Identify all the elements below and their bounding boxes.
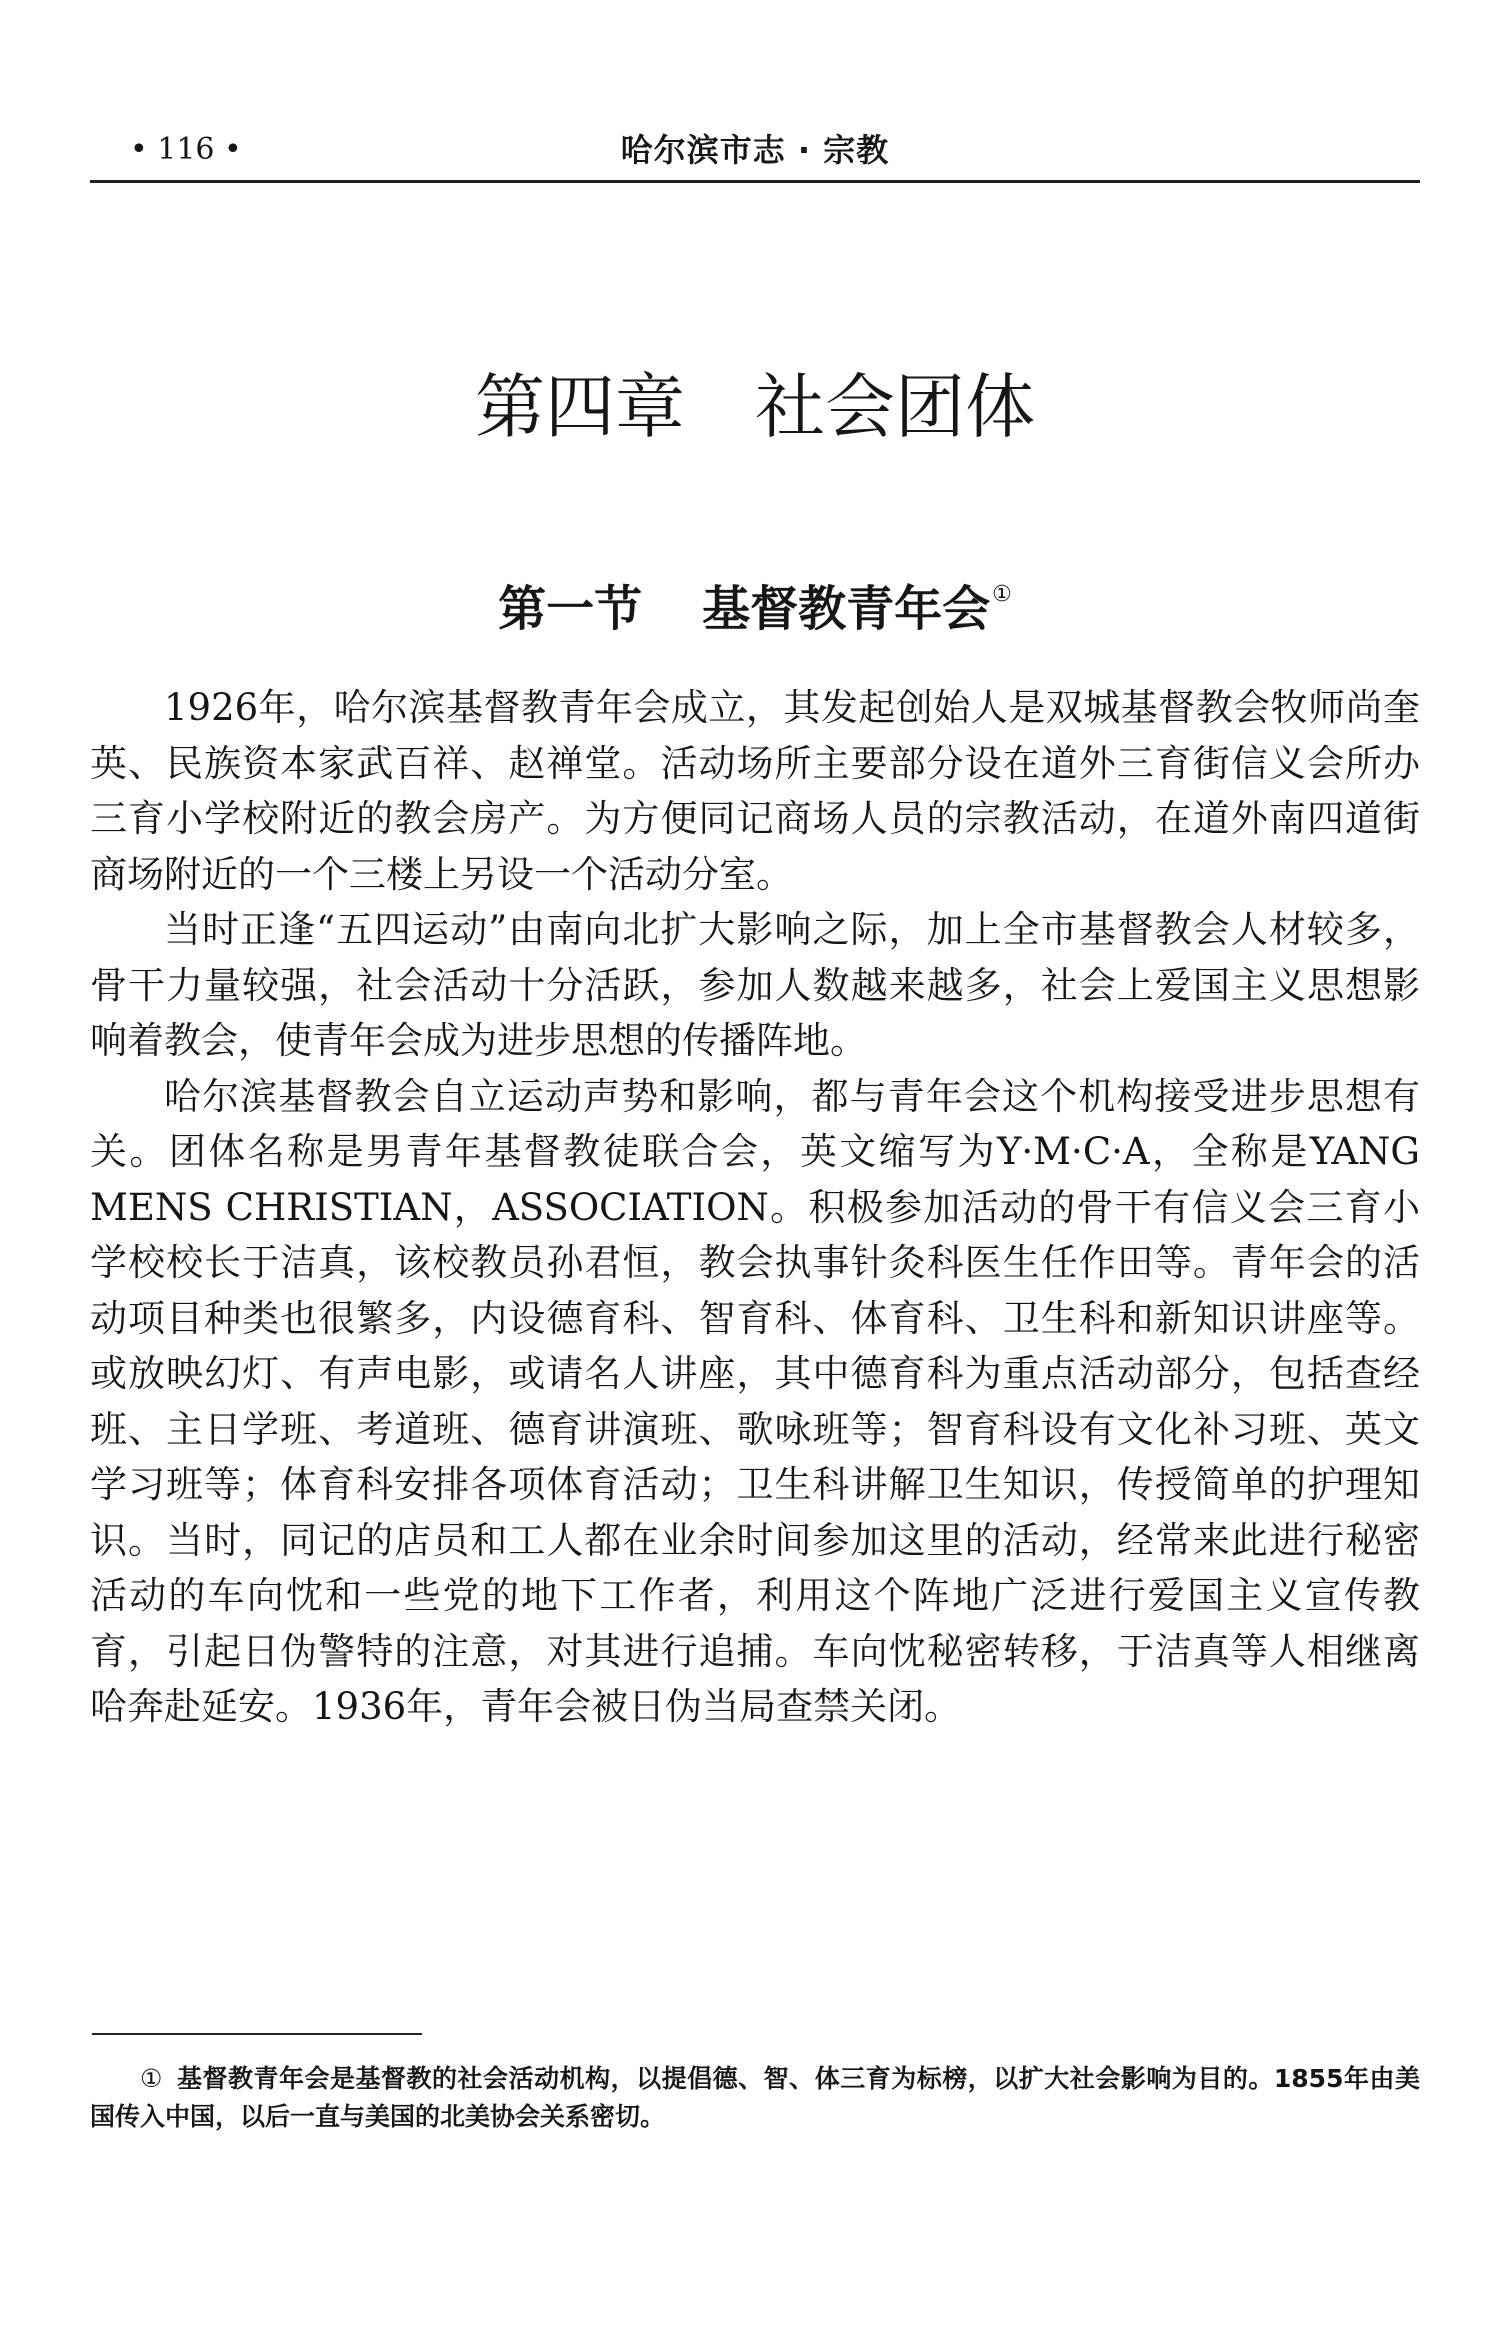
running-title: 哈尔滨市志 · 宗教 xyxy=(620,131,890,169)
body-text xyxy=(90,680,1420,1735)
chapter-title: 社会团体 xyxy=(755,366,1035,448)
paragraph: 1926年，哈尔滨基督教青年会成立，其发起创始人是双城基督教会牧师尚奎英、民族资本家武百祥、赵禅堂。活动场所主要部分设在道外三育街信义会所办三育小学校附近的教会房产。为方便同记商场人员的宗教活动，在道外南四道街商场附近的一个三楼上另设一个活动分室。 xyxy=(90,686,1420,896)
chapter-number: 第四章 xyxy=(475,366,685,448)
footnote-text: 基督教青年会是基督教的社会活动机构，以提倡德、智、体三育为标榜，以扩大社会影响为目的。1855年由美国传入中国，以后一直与美国的北美协会关系密切。 xyxy=(90,2064,1420,2131)
section-heading xyxy=(90,560,1420,644)
paragraph: 当时正逢“五四运动”由南向北扩大影响之际，加上全市基督教会人材较多，骨干力量较强，社会活动十分活跃，参加人数越来越多，社会上爱国主义思想影响着教会，使青年会成为进步思想的传播阵地。 xyxy=(90,908,1420,1062)
chapter-heading xyxy=(90,362,1420,452)
footnote-rule xyxy=(92,2033,422,2035)
footnote-reference: ① xyxy=(992,582,1012,607)
header-rule xyxy=(90,180,1420,183)
footnote-marker: ① xyxy=(140,2064,163,2093)
page-number: • 116 • xyxy=(130,132,242,167)
section-title: 基督教青年会 xyxy=(702,581,991,637)
section-number: 第一节 xyxy=(498,581,643,637)
running-header xyxy=(90,128,1420,172)
footnote xyxy=(90,2060,1420,2136)
paragraph: 哈尔滨基督教会自立运动声势和影响，都与青年会这个机构接受进步思想有关。团体名称是男青年基督教徒联合会，英文缩写为Y·M·C·A，全称是YANG MENS CHRISTIAN，ASSOCIATION。积极参加活动的骨干有信义会三育小学校校长于洁真，该校教员孙君恒，教会执事针灸科医生任作田等。青年会的活动项目种类也很繁多，内设德育科、智育科、体育科、卫生科和新知识讲座等。或放映幻灯、有声电影，或请名人讲座，其中德育科为重点活动部分，包括查经班、主日学班、考道班、德育讲演班、歌咏班等；智育科设有文化补习班、英文学习班等；体育科安排各项体育活动；卫生科讲解卫生知识，传授简单的护理知识。当时，同记的店员和工人都在业余时间参加这里的活动，经常来此进行秘密活动的车向忱和一些党的地下工作者，利用这个阵地广泛进行爱国主义宣传教育，引起日伪警特的注意，对其进行追捕。车向忱秘密转移，于洁真等人相继离哈奔赴延安。1936年，青年会被日伪当局查禁关闭。 xyxy=(90,1074,1420,1728)
